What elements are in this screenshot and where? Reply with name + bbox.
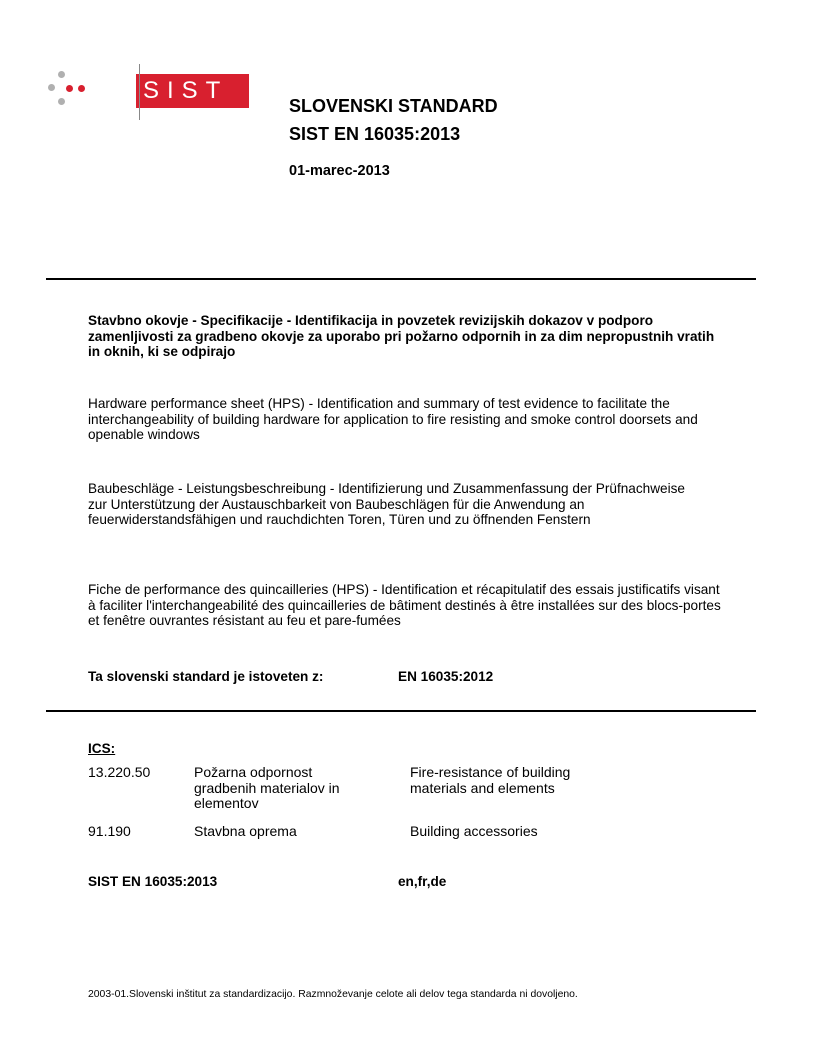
logo-dot-icon [66, 85, 73, 92]
title-english: Hardware performance sheet (HPS) - Identification and summary of test evidence to facilitate the interchangeability of building hardware for application to fire resisting and smoke control doorsets and openable windows [88, 396, 698, 442]
logo-wordmark: SIST [136, 74, 249, 108]
divider-bottom [46, 710, 756, 712]
footer-languages: en,fr,de [398, 874, 447, 889]
divider-top [46, 278, 756, 280]
ics-heading: ICS: [88, 741, 116, 756]
title-slovenian: Stavbno okovje - Specifikacije - Identifikacija in povzetek revizijskih dokazov v podporo zamenljivosti za gradbeno okovje za uporabo pri požarno odpornih in za dim nepropustnih vratih in oknih, ki se odpirajo [88, 313, 715, 359]
logo-dot-icon [78, 85, 85, 92]
ics-code: 91.190 [88, 823, 131, 839]
ics-english: Building accessories [410, 823, 538, 839]
publication-date: 01-marec-2013 [289, 163, 390, 179]
ics-slovenian: Požarna odpornost gradbenih materialov in elementov [194, 764, 340, 811]
logo-divider [139, 64, 140, 120]
logo-dot-icon [48, 84, 55, 91]
footer-standard-number: SIST EN 16035:2013 [88, 874, 218, 889]
sist-logo [46, 62, 229, 122]
identical-value: EN 16035:2012 [398, 669, 494, 684]
title-german: Baubeschläge - Leistungsbeschreibung - Identifizierung und Zusammenfassung der Prüfnachweise zur Unterstützung der Austauschbarkeit von Baubeschlägen für die Anwendung an feuerwiderstandsfähigen und rauchdichten Toren, Türen und zu öffnenden Fenstern [88, 481, 685, 527]
identical-label: Ta slovenski standard je istoveten z: [88, 669, 324, 684]
ics-english: Fire-resistance of building materials and elements [410, 764, 571, 796]
ics-slovenian: Stavbna oprema [194, 823, 297, 839]
logo-dot-icon [58, 98, 65, 105]
copyright-notice: 2003-01.Slovenski inštitut za standardizacijo. Razmnoževanje celote ali delov tega standarda ni dovoljeno. [88, 989, 578, 1000]
standard-number: SIST EN 16035:2013 [289, 124, 461, 144]
ics-code: 13.220.50 [88, 764, 151, 780]
standard-type: SLOVENSKI STANDARD [289, 96, 498, 116]
title-french: Fiche de performance des quincailleries (HPS) - Identification et récapitulatif des essais justificatifs visant à faciliter l'interchangeabilité des quincailleries de bâtiment destinés à être installées sur des blocs-portes et fenêtre ouvrantes résistant au feu et pare-fumées [88, 582, 721, 628]
logo-dot-icon [58, 71, 65, 78]
